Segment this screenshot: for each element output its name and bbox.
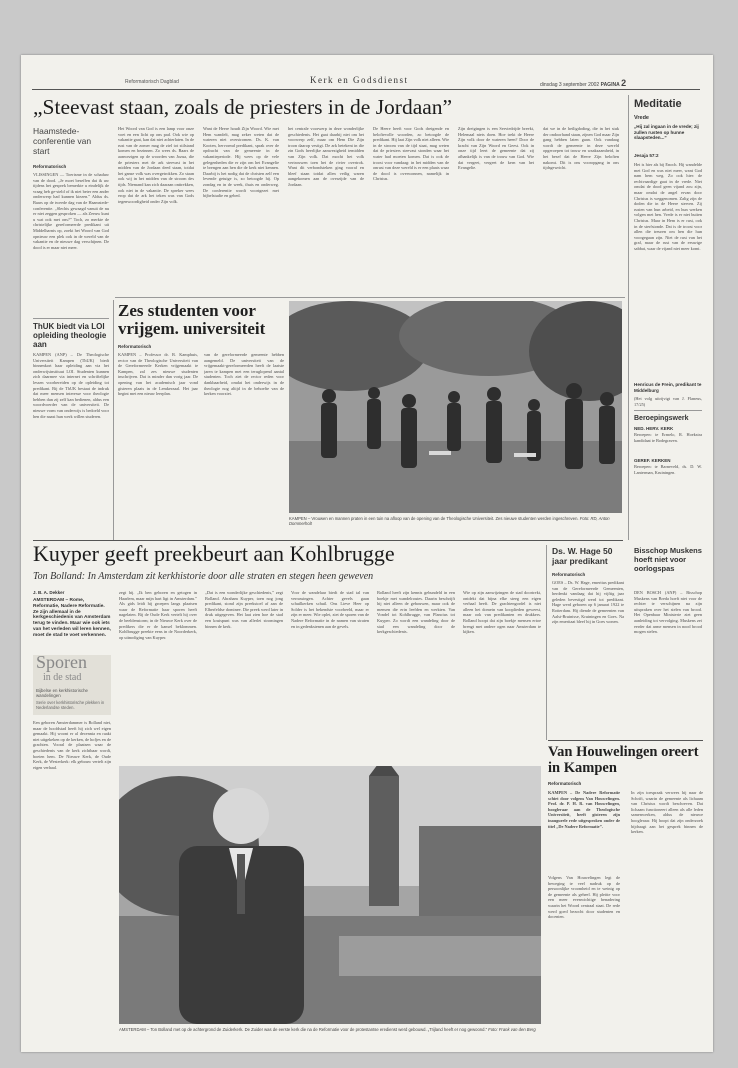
- photo2-credit: Foto: Frank van den Berg: [488, 1027, 536, 1032]
- hage-headline: Ds. W. Hage 50 jaar predikant: [552, 546, 613, 566]
- page-number: 2: [621, 78, 627, 88]
- photo2-caption-text: AMSTERDAM – Ton Bolland met op de achtergrond de Zuiderkerk. De Zuider was de eerste kerk die na de Reformatie voor de protestantse eredienst werd gebouwd. „Trijland heeft er nog gewoond.”: [119, 1027, 487, 1032]
- photo-garden-gathering: [289, 301, 622, 513]
- mussen-headline: Bisschop Muskens hoeft niet voor oorlogspas: [634, 546, 702, 573]
- mussen-body: DEN BOSCH (ANP) – Bisschop Muskens van Breda hoeft niet voor de rechter te verschijnen na zijn uitspraken over het stelen van brood. Het Openbaar Ministerie ziet geen aanleiding tot vervolging. Muskens zei eerder dat arme mensen in nood brood mogen stelen.: [634, 590, 702, 635]
- lead-col-5: De Heere heeft voor Gods dreigende en beloftevolle woorden, zo betoogde de predikant. Hij laat Zijn volk niet alleen. Wie in de stroom van de tijd staat, mag weten dat de priesters steevast stonden waar het water had moeten komen. Dat is ook de troost voor vandaag: in het midden van de onrust van deze wereld is er een plaats waar de dood is overwonnen, namelijk in Christus.: [373, 126, 449, 182]
- paper-name: Reformatorisch Dagblad: [125, 79, 179, 85]
- van-col-1: KAMPEN – De Nadere Reformatie schiet door volgens Van Houwelingen. Prof. dr. P. H. R. van Houwelingen, hoogleraar aan de Theologische Universiteit, heeft gisteren zijn inaugurele rede uitgesproken onder de titel „De Nadere Reformatie”.: [548, 790, 620, 829]
- van-byline: Reformatorisch: [548, 781, 582, 786]
- photo-ton-bolland: [119, 766, 541, 1024]
- lower-divider: [546, 545, 547, 740]
- sporen-label: Bijbelse en kerkhistorische wandelingen: [36, 688, 88, 699]
- lead-headline: „Steevast staan, zoals de priesters in de Jordaan”: [33, 95, 453, 119]
- section-title: Kerk en Godsdienst: [310, 75, 409, 85]
- photo1-credit: Foto: RD, Anton Dommerholt: [289, 516, 610, 526]
- page-label: PAGINA: [600, 82, 620, 88]
- lead-col-4: het centrale voorwerp in deze wonderlijke geschiedenis. Het gaat daarbij niet om het voorwerp zelf, maar om Hem Die Zijn troon daarop vestigt. De ark betekent in die zin Gods heerlijke aanwezigheid temidden van Zijn volk. Dat mocht het volk vertrouwen toen het de rivier overtrok. Want dit verbondsteken ging vooraf en bleef staan totdat allen veilig waren aangekomen aan de overzijde van de Jordaan.: [288, 126, 364, 187]
- kuyper-byline: J. B. A. Dekker: [33, 590, 65, 595]
- kuyper-col-5: Bolland heeft zijn kennis gebundeld in een boekje met wandelroutes. Daarin beschrijft hij niet alleen de gebouwen, maar ook de mensen die erin leefden en werkten. Van Vondel tot Kohlbrugge, van Plancius tot Kuyper. Zo wordt een wandeling door de stad een wandeling door de kerkgeschiedenis.: [377, 590, 455, 635]
- meditatie-ref: Jesaja 57:2: [634, 153, 659, 158]
- thuk-headline: ThUK biedt via LOI opleiding theologie aan: [33, 322, 107, 349]
- meditatie-title: Meditatie: [634, 98, 682, 110]
- thuk-rule: [33, 318, 109, 319]
- lead-col-3: Want de Heere houdt Zijn Woord. Wie met Hem wandelt, mag zeker weten dat de wateren niet overstromen. Ds. K. van Kooten, hervormd predikant, sprak over de opdracht van de gemeente in de vakantieperiode. Hij wees op de vele gelegenheden die er zijn om het Evangelie te brengen aan hen die de kerk niet kennen. Daarbij is het nodig dat de christen zelf een levende getuige is, zo betoogde hij. Op zondag en in de week, thuis en onderweg. De conferentie wordt voortgezet met bijbelstudie en gebed.: [203, 126, 279, 199]
- lead-col-1: VLISSINGEN — Toerisme in de schaduw van de dood. „Je moet beseffen dat ik uw tijdens het gesprek bemerkte u eindelijk de vraag heb ge-steld of ik niet beter een ander onderwerp had kunnen kiezen.” Aldus ds. Baars op de tweede dag van de Haamstede-conferentie. „Slechts gewaagd vanuit de nu er niet zeggen gesproken — als Zeeuw kunt u wat ook met ons?” Toch, zo merkte de christelijke gereformeerde predikant uit Middelharnis op, zoekt het Woord van God opnieuw een plek ook in de wereld van de vakantie en de nieuwe dag verschijnen. De dood is er maar niet meer.: [33, 172, 109, 250]
- beroep-group2-title: GEREF. KERKEN: [634, 458, 671, 463]
- kuyper-headline: Kuyper geeft preekbeurt aan Kohlbrugge: [33, 541, 395, 566]
- van-headline: Van Houwelingen oreert in Kampen: [548, 744, 699, 776]
- vrij-col-2: van de gereformeerde gemeente hebben aangemeld. De universiteit van de vrijgemaakt-gereformeerden heeft de laatste jaren te kampen met een teruglopend aantal studenten. Toch ziet de rector reden voor dankbaarheid, omdat het onderwijs in de theologie nog altijd in de behoefte van de kerken voorziet.: [204, 352, 284, 397]
- meditatie-quote: „Hij zal ingaan in de vrede; zij zullen rusten op hunne slaapsteden...”: [634, 124, 699, 141]
- lead-byline: Reformatorisch: [33, 164, 67, 169]
- photo1-caption-text: KAMPEN – Vrouwen en mannen praten in een tuin na afloop van de opening van de Theologische Universiteit. Zes nieuwe studenten werden ingeschreven.: [289, 516, 579, 521]
- sporen-subtitle: in de stad: [43, 672, 82, 683]
- van-rule: [548, 740, 703, 741]
- meditatie-subtitle: Vrede: [634, 115, 649, 121]
- hage-body: GOES – Ds. W. Hage, emeritus predikant van de Gereformeerde Gemeenten, herdenkt vandaag dat hij vijftig jaar geleden bevestigd werd tot predikant. Hage werd geboren op 6 januari 1922 te Rotterdam. Hij diende de gemeenten van Aalst-Bruinisse, Kruiningen en Goes. Na zijn emeritaat bleef hij in Goes wonen.: [552, 580, 624, 625]
- vrij-headline: Zes studenten voor vrijgem. universiteit: [118, 301, 266, 338]
- van-col-3: In zijn toespraak verwees hij naar de Schrift, waarin de gemeente als lichaam van Christus wordt beschreven. Dat lichaam functioneert alleen als alle leden samenwerken, aldus de nieuwe hoogleraar. Hij hoopt dat zijn onderzoek bijdraagt aan het gesprek binnen de kerken.: [631, 790, 703, 835]
- sidebar-rule: [628, 95, 629, 540]
- vrij-col-1: KAMPEN – Professor dr. B. Kamphuis, rector van de Theologische Universiteit van de Gereformeerde Kerken vrijgemaakt te Kampen, zal zes nieuwe studenten inschrijven. Dat is minder dan vorig jaar. De opening van het academisch jaar vond gisteren plaats in de Lemkerzaal. Het jaar begint met een nieuw leerplan.: [118, 352, 198, 397]
- hage-byline: Reformatorisch: [552, 572, 586, 577]
- meditatie-signature: Henricus de Frein, predikant te Middelburg: [634, 382, 702, 393]
- kuyper-col-3: „Dat is een wonderlijke geschiedenis,” zegt Bolland. Abraham Kuyper, toen nog jong predikant, stond zijn preekstoel af aan de Elberfeldse dominee. Die preek werd later in druk uitgegeven. Het laat zien hoe de stad een kruispunt was van allerlei stromingen binnen de kerk.: [205, 590, 283, 629]
- kuyper-subtitle: Ton Bolland: In Amsterdam zit kerkhistorie door alle straten en stegen heen geweven: [33, 571, 374, 582]
- beroep-rule: [634, 410, 702, 411]
- beroep-group1-title: NED. HERV. KERK: [634, 426, 674, 431]
- kuyper-intro: AMSTERDAM – Rome, Reformatie, Nadere Reformatie. Ze zijn allemaal in de kerkgeschiedenis van Amsterdam terug te vinden. Maar wie ook iets van het verleden wil leren kennen, moet de stad te voet verkennen.: [33, 598, 111, 638]
- meditatie-body: Het is hier als bij Enoch. Hij wandelde met God en was niet meer, want God nam hem weg. Zo ook hier: de rechtvaardige gaat in de vrede. Niet omdat de dood geen vijand zou zijn, maar omdat de angel ervan door Christus is weggenomen. Zalig zijn de doden die in de Heere sterven. Zij rusten van hun arbeid, en hun werken volgen met hen. Vrede is er niet buiten Christus. Maar in Hem is er rust, ook in de sterfstonde. Dat is de troost voor allen die treuren om hen die hun voorgegaan zijn. Niet de rust van het graf, maar de rust van de eeuwige sabbat, waar de vijand niet meer komt.: [634, 162, 702, 251]
- sporen-title: Sporen: [36, 652, 87, 672]
- lead-col-2: Het Woord van God is een lamp voor onze voet en een licht op ons pad. Ook wie op vakantie gaat, kan dat niet achterlaten. In de rust van de zomer mag de ziel tot stilstand komen en bezinnen. Zo wees ds. Baars de aanwezigen op de woorden van Jozua, die de priesters met de ark steevast in het midden van de Jordaan deed staan, totdat het ganse volk was overgetrokken. Zo staan ook wij in het midden van de stroom des tijds. Niemand kan zich daaraan onttrekken, ook niet in de vakantie. De spreker wees erop dat de ark het teken was van Gods tegenwoordigheid onder Zijn volk.: [118, 126, 194, 204]
- photo1-caption: [289, 516, 622, 526]
- thuk-body: KAMPEN (ANP) – De Theologische Universiteit Kampen (ThUK) biedt binnenkort haar opleiding aan via het onderwijsinstituut LOI. Studenten kunnen zich daarmee via internet en schriftelijke lessen voorbereiden op de opleiding tot predikant. Bij de ThUK bestaat de indruk dat meer mensen interesse voor theologie hebben dan zij zelf kan bedienen, aldus een woordvoerder van de universiteit. De nieuwe vorm van onderwijs is bedoeld voor hen die naast hun werk willen studeren.: [33, 352, 109, 419]
- kuyper-col-4: Voor de wandelaar biedt de stad tal van verrassingen. Achter gevels gaan schuilkerken schuil. Ons Lieve Heer op Solder is het bekendste voorbeeld, maar er zijn er meer. Wie oplet, ziet de sporen van de Nadere Reformatie in de namen van straten en in gedenkstenen aan de gevels.: [291, 590, 369, 629]
- van-col-2: Volgens Van Houwelingen legt de beweging te veel nadruk op de persoonlijke vroomheid en te weinig op de gemeente als geheel. Hij pleitte voor een meer evenwichtige benadering waarin het Woord centraal staat. De rede werd goed bezocht door studenten en docenten.: [548, 875, 620, 920]
- lead-col-7: dat we in de heiligdoding, die in het stuk der ondoorhand staan, zijnen God maar Zijn gang hebben laten gaan. Ook vandaag wordt de gemeente in deze wereld opgeroepen tot trouw en waakzaamheid, in het besef dat de Heere Zijn beloften nakomt. Dit is ons vooropgang in ons tijdsgewricht.: [543, 126, 619, 171]
- header-rule: [32, 89, 700, 90]
- meditatie-signature-note: (Het volg uitrijvigt van J. Flaneus, 17/25): [634, 396, 702, 407]
- beroep-group2-body: Beroepen: te Barneveld, ds. D. W. Lanterman, Kruiningen.: [634, 464, 702, 475]
- photo-garden-image: [289, 301, 622, 513]
- beroep-title: Beroepingswerk: [634, 415, 689, 422]
- kuyper-col-2: zegt hij. „Ik ben geboren en getogen in Haarlem, maar mijn hart ligt in Amsterdam.” Als gids leidt hij groepen langs plaatsen waar de Reformatie haar sporen heeft nagelaten. Bij de Oude Kerk vertelt hij over de beeldenstorm; in de Nieuwe Kerk over de predikers die er de kansel beklommen. Kohlbrugge preekte eens in de Noorderkerk, op uitnodiging van Kuyper.: [119, 590, 197, 640]
- photo-bolland-image: [119, 766, 541, 1024]
- lead-kicker: Haamstede-conferentie van start: [33, 126, 92, 156]
- lead-col-6: Zijn dreigingen is een Serviedrijde breekt, Helemaal niets doen. Hoe trekt de Heere Zijn volk door de wateren heen? Door de kracht van Zijn Woord en Geest. Ook in onze tijd leert de gemeente dat zij afhankelijk is van de trouw van God. Wie dat vergeet, vergeet de kern van het Evangelie.: [458, 126, 534, 171]
- beroep-group1-body: Beroepen: te Ermelo, R. Hoekstra kandidaat te Bodegraven.: [634, 432, 702, 443]
- kuyper-col-1: Een geboren Amsterdammer is Bolland niet, maar de hoofdstad heeft hij zich wel eigen gemaakt. Hij woont er al decennia en raakt niet uitgekeken op de kerken, de hofjes en de grachten. Vooral de plaatsen waar de geschiedenis van de kerk zichtbaar wordt, boeien hem. De Nieuwe Kerk, de Oude Kerk, de Westerkerk: elk gebouw vertelt zijn eigen verhaal.: [33, 720, 111, 770]
- lead-bottom-rule: [115, 297, 625, 298]
- date-text: dinsdag 3 september 2002: [540, 82, 600, 88]
- vrij-byline: Reformatorisch: [118, 344, 152, 349]
- kuyper-col-6: Wie op zijn aanwijzingen de stad doortrekt, ontdekt dat bijna elke steeg een eigen verhaal heeft. De grachtengordel is niet alleen het domein van kooplieden geweest, maar ook van predikanten en drukkers. Bolland hoopt dat zijn boekje mensen ertoe brengt met andere ogen naar Amsterdam te kijken.: [463, 590, 541, 635]
- header-date: [540, 78, 626, 88]
- thuk-divider: [113, 300, 114, 540]
- photo2-caption: [119, 1027, 541, 1032]
- sporen-body: Serie over kerkhistorische plekken in Nederlandse steden.: [36, 700, 105, 710]
